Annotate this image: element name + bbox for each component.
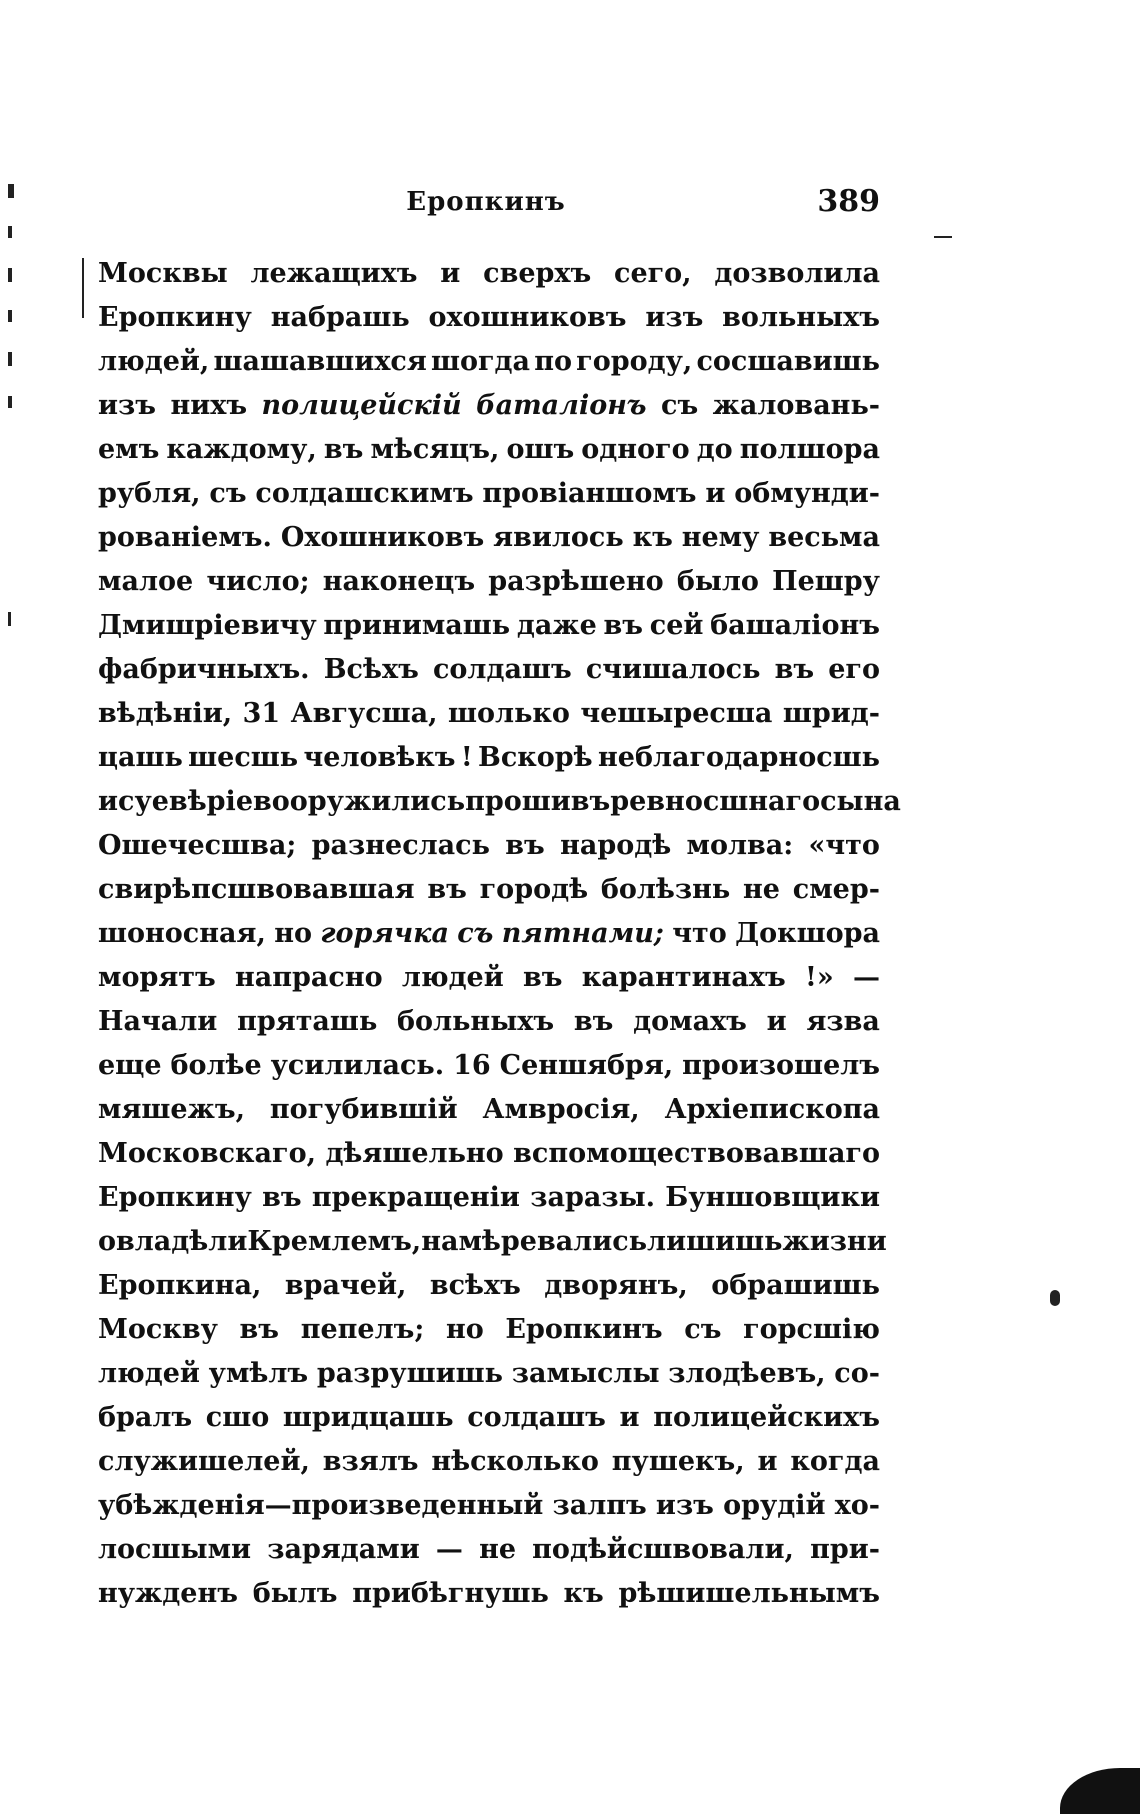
word: но xyxy=(445,1314,484,1345)
word: шолько xyxy=(448,698,570,729)
word: малое xyxy=(98,566,194,597)
word: сшо xyxy=(205,1402,270,1433)
margin-mark xyxy=(8,226,12,238)
word: горячка xyxy=(320,918,449,949)
word: служишелей, xyxy=(98,1446,310,1477)
word: сего, xyxy=(614,258,692,289)
text-line xyxy=(98,1220,887,1264)
word: «что xyxy=(808,830,880,861)
margin-mark xyxy=(1050,1290,1060,1306)
word: сверхъ xyxy=(483,258,592,289)
word: залпъ xyxy=(552,1490,647,1521)
word: городѣ xyxy=(479,874,589,905)
word: баталiонъ xyxy=(476,390,647,421)
text-line xyxy=(98,428,880,472)
word: язва xyxy=(806,1006,880,1037)
text-line xyxy=(98,1000,880,1044)
word: число; xyxy=(206,566,310,597)
word: съ xyxy=(684,1314,722,1345)
word: 16 xyxy=(453,1050,491,1081)
word: пушекъ, xyxy=(611,1446,745,1477)
word: смер- xyxy=(792,874,880,905)
word: молва: xyxy=(686,830,794,861)
word: Авгусша, xyxy=(290,698,438,729)
word: со- xyxy=(834,1358,880,1389)
word: и xyxy=(440,258,461,289)
word: злодѣевъ, xyxy=(668,1358,826,1389)
word: солдашъ xyxy=(467,1402,606,1433)
word: нѣсколько xyxy=(431,1446,599,1477)
word: къ xyxy=(563,1578,604,1609)
word: вольныхъ xyxy=(722,302,880,333)
word: не xyxy=(479,1534,517,1565)
word: — xyxy=(435,1534,463,1565)
word: человѣкъ xyxy=(303,742,456,773)
word: съ xyxy=(661,390,699,421)
word: шашавшихся xyxy=(213,346,427,377)
word: 31 xyxy=(242,698,281,729)
text-line xyxy=(98,516,880,560)
word: прекращенiи xyxy=(311,1182,520,1213)
word: нихъ xyxy=(170,390,248,421)
word: лишишь xyxy=(647,1226,783,1257)
word: подѣйсшвовали, xyxy=(532,1534,794,1565)
word: всѣхъ xyxy=(429,1270,521,1301)
word: обмунди- xyxy=(734,478,880,509)
word: до xyxy=(696,434,733,465)
word: въ xyxy=(603,610,644,641)
text-line xyxy=(98,1088,880,1132)
word: разрушишь xyxy=(316,1358,504,1389)
word: горсшiю xyxy=(743,1314,880,1345)
word: Охошниковъ xyxy=(280,522,485,553)
word: шесшь xyxy=(188,742,299,773)
word: заразы. xyxy=(530,1182,656,1213)
word: болѣе xyxy=(170,1050,262,1081)
running-head xyxy=(92,180,880,224)
word: Всѣхъ xyxy=(323,654,419,685)
word: жизни xyxy=(782,1226,887,1257)
word: въ xyxy=(427,874,467,905)
word: мѣсяцъ, xyxy=(370,434,500,465)
word: при- xyxy=(810,1534,880,1565)
word: орудiй xyxy=(723,1490,826,1521)
word: провiаншомъ xyxy=(482,478,697,509)
text-line xyxy=(98,1528,880,1572)
word: Кремлемъ, xyxy=(247,1226,422,1257)
word: вѣдѣнiи, xyxy=(98,698,233,729)
word: охошниковъ xyxy=(428,302,627,333)
word: Докшора xyxy=(735,918,880,949)
word: ревносшнаго xyxy=(610,786,821,817)
word: емъ xyxy=(98,434,160,465)
word: карантинахъ xyxy=(581,962,786,993)
ink-blot xyxy=(1060,1768,1140,1814)
word: цашь xyxy=(98,742,183,773)
word: суевѣрiе xyxy=(118,786,253,817)
word: городу, xyxy=(576,346,693,377)
text-line xyxy=(98,648,880,692)
text-line xyxy=(98,472,880,516)
word: замыслы xyxy=(511,1358,660,1389)
text-line xyxy=(98,384,880,428)
word: съ xyxy=(209,478,247,509)
margin-mark xyxy=(934,236,952,238)
text-line xyxy=(98,1396,880,1440)
word: дозволила xyxy=(714,258,880,289)
word: ! xyxy=(460,742,473,773)
margin-mark xyxy=(8,184,14,198)
word: Дмишрiевичу xyxy=(98,610,317,641)
margin-mark xyxy=(8,268,12,282)
word: съ xyxy=(457,918,494,949)
word: изъ xyxy=(645,302,704,333)
word: и xyxy=(619,1402,640,1433)
word: набрашь xyxy=(270,302,410,333)
word: народѣ xyxy=(560,830,672,861)
word: пятнами; xyxy=(501,918,664,949)
word: людей, xyxy=(98,346,210,377)
word: усилилась. xyxy=(270,1050,445,1081)
word: Сеншября, xyxy=(499,1050,674,1081)
word: ошъ xyxy=(506,434,575,465)
word: Московскаго, xyxy=(98,1138,316,1169)
text-line xyxy=(98,1176,880,1220)
word: овладѣли xyxy=(98,1226,248,1257)
word: напрасно xyxy=(234,962,383,993)
word: было xyxy=(676,566,759,597)
word: башалiонъ xyxy=(710,610,880,641)
word: бралъ xyxy=(98,1402,193,1433)
word: изъ xyxy=(655,1490,714,1521)
word: людей xyxy=(401,962,504,993)
word: нему xyxy=(681,522,760,553)
word: весьма xyxy=(768,522,880,553)
text-line xyxy=(98,912,880,956)
word: прошивъ xyxy=(465,786,611,817)
word: въ xyxy=(239,1314,280,1345)
word: Еропкину xyxy=(98,1182,252,1213)
word: въ xyxy=(505,830,545,861)
margin-mark xyxy=(8,396,12,408)
word: Пешру xyxy=(772,566,880,597)
word: рубля, xyxy=(98,478,201,509)
word: изъ xyxy=(98,390,156,421)
text-line xyxy=(98,296,880,340)
text-line xyxy=(98,1308,880,1352)
word: Ошечесшва; xyxy=(98,830,297,861)
text-line xyxy=(98,1440,880,1484)
running-title: Еропкинъ xyxy=(406,187,566,217)
word: но xyxy=(274,918,312,949)
word: полицейскiй xyxy=(261,390,462,421)
word: къ xyxy=(632,522,673,553)
word: не xyxy=(743,874,780,905)
word: и xyxy=(98,786,119,817)
word: шридцашь xyxy=(282,1402,454,1433)
word: наконецъ xyxy=(322,566,476,597)
word: Москвы xyxy=(98,258,228,289)
word: когда xyxy=(790,1446,880,1477)
word: — xyxy=(852,962,880,993)
word: сей xyxy=(649,610,704,641)
word: каждому, xyxy=(166,434,317,465)
word: Еропкинъ xyxy=(505,1314,663,1345)
text-line xyxy=(98,956,880,1000)
word: свирѣпсшвовавшая xyxy=(98,874,415,905)
word: неблагодарносшь xyxy=(598,742,880,773)
word: въ xyxy=(774,654,815,685)
word: домахъ xyxy=(633,1006,747,1037)
word: взялъ xyxy=(322,1446,419,1477)
word: разнеслась xyxy=(311,830,490,861)
margin-mark xyxy=(8,352,12,366)
text-line xyxy=(98,1572,880,1616)
word: болѣзнь xyxy=(600,874,731,905)
word: лосшыми xyxy=(98,1534,252,1565)
word: и xyxy=(705,478,726,509)
word: сосшавишь xyxy=(696,346,880,377)
text-line xyxy=(98,1352,880,1396)
word: Начали xyxy=(98,1006,218,1037)
word: даже xyxy=(516,610,597,641)
word: !» xyxy=(804,962,834,993)
word: въ xyxy=(523,962,563,993)
margin-mark xyxy=(8,310,12,322)
word: произошелъ xyxy=(682,1050,880,1081)
word: прибѣгнушь xyxy=(352,1578,549,1609)
word: шоносная, xyxy=(98,918,266,949)
word: по xyxy=(534,346,572,377)
text-line xyxy=(98,780,901,824)
word: Амвросiя, xyxy=(482,1094,640,1125)
word: въ xyxy=(323,434,364,465)
word: вооружились xyxy=(253,786,466,817)
word: намѣревались xyxy=(421,1226,648,1257)
text-line xyxy=(98,1484,880,1528)
word: дѣяшельно xyxy=(325,1138,504,1169)
text-line xyxy=(98,560,880,604)
word: Еропкину xyxy=(98,302,252,333)
word: врачей, xyxy=(284,1270,407,1301)
word: Москву xyxy=(98,1314,218,1345)
word: убѣжденiя—произведенный xyxy=(98,1490,544,1521)
word: обрашишь xyxy=(711,1270,880,1301)
page-number: 389 xyxy=(817,184,880,219)
text-line xyxy=(98,1132,880,1176)
word: полицейскихъ xyxy=(653,1402,880,1433)
word: разрѣшено xyxy=(488,566,664,597)
word: его xyxy=(828,654,880,685)
word: больныхъ xyxy=(397,1006,555,1037)
word: людей xyxy=(98,1358,200,1389)
word: полшора xyxy=(739,434,880,465)
margin-mark xyxy=(82,258,84,318)
word: Вскорѣ xyxy=(478,742,593,773)
word: шрид- xyxy=(782,698,880,729)
word: и xyxy=(757,1446,778,1477)
word: фабричныхъ. xyxy=(98,654,310,685)
word: сына xyxy=(820,786,901,817)
word: солдашскимъ xyxy=(255,478,474,509)
word: Архiепископа xyxy=(664,1094,880,1125)
word: жаловань- xyxy=(712,390,880,421)
word: и xyxy=(766,1006,787,1037)
word: чешыресша xyxy=(580,698,773,729)
word: умѣлъ xyxy=(208,1358,309,1389)
word: шогда xyxy=(430,346,531,377)
word: хо- xyxy=(834,1490,880,1521)
text-line xyxy=(98,252,880,296)
word: погубившiй xyxy=(269,1094,458,1125)
word: явилось xyxy=(493,522,624,553)
word: еще xyxy=(98,1050,162,1081)
word: солдашъ xyxy=(432,654,572,685)
text-line xyxy=(98,824,880,868)
word: пепелъ; xyxy=(300,1314,425,1345)
word: рѣшишельнымъ xyxy=(618,1578,880,1609)
word: одного xyxy=(581,434,690,465)
word: счишалось xyxy=(585,654,761,685)
word: дворянъ, xyxy=(544,1270,688,1301)
text-line xyxy=(98,736,880,780)
word: лежащихъ xyxy=(250,258,418,289)
word: зарядами xyxy=(267,1534,420,1565)
word: что xyxy=(672,918,727,949)
body-text xyxy=(98,252,901,1616)
word: мяшежъ, xyxy=(98,1094,245,1125)
word: нужденъ xyxy=(98,1578,238,1609)
word: Еропкина, xyxy=(98,1270,262,1301)
word: Буншовщики xyxy=(665,1182,880,1213)
word: вспомоществовавшаго xyxy=(513,1138,880,1169)
word: принимашь xyxy=(323,610,511,641)
text-line xyxy=(98,868,880,912)
word: былъ xyxy=(252,1578,338,1609)
word: въ xyxy=(262,1182,302,1213)
text-line xyxy=(98,604,880,648)
text-line xyxy=(98,340,880,384)
word: пряташь xyxy=(237,1006,378,1037)
word: рованiемъ. xyxy=(98,522,272,553)
text-line xyxy=(98,692,880,736)
margin-mark xyxy=(8,612,11,626)
word: въ xyxy=(573,1006,614,1037)
text-line xyxy=(98,1264,880,1308)
text-line xyxy=(98,1044,880,1088)
word: морятъ xyxy=(98,962,216,993)
